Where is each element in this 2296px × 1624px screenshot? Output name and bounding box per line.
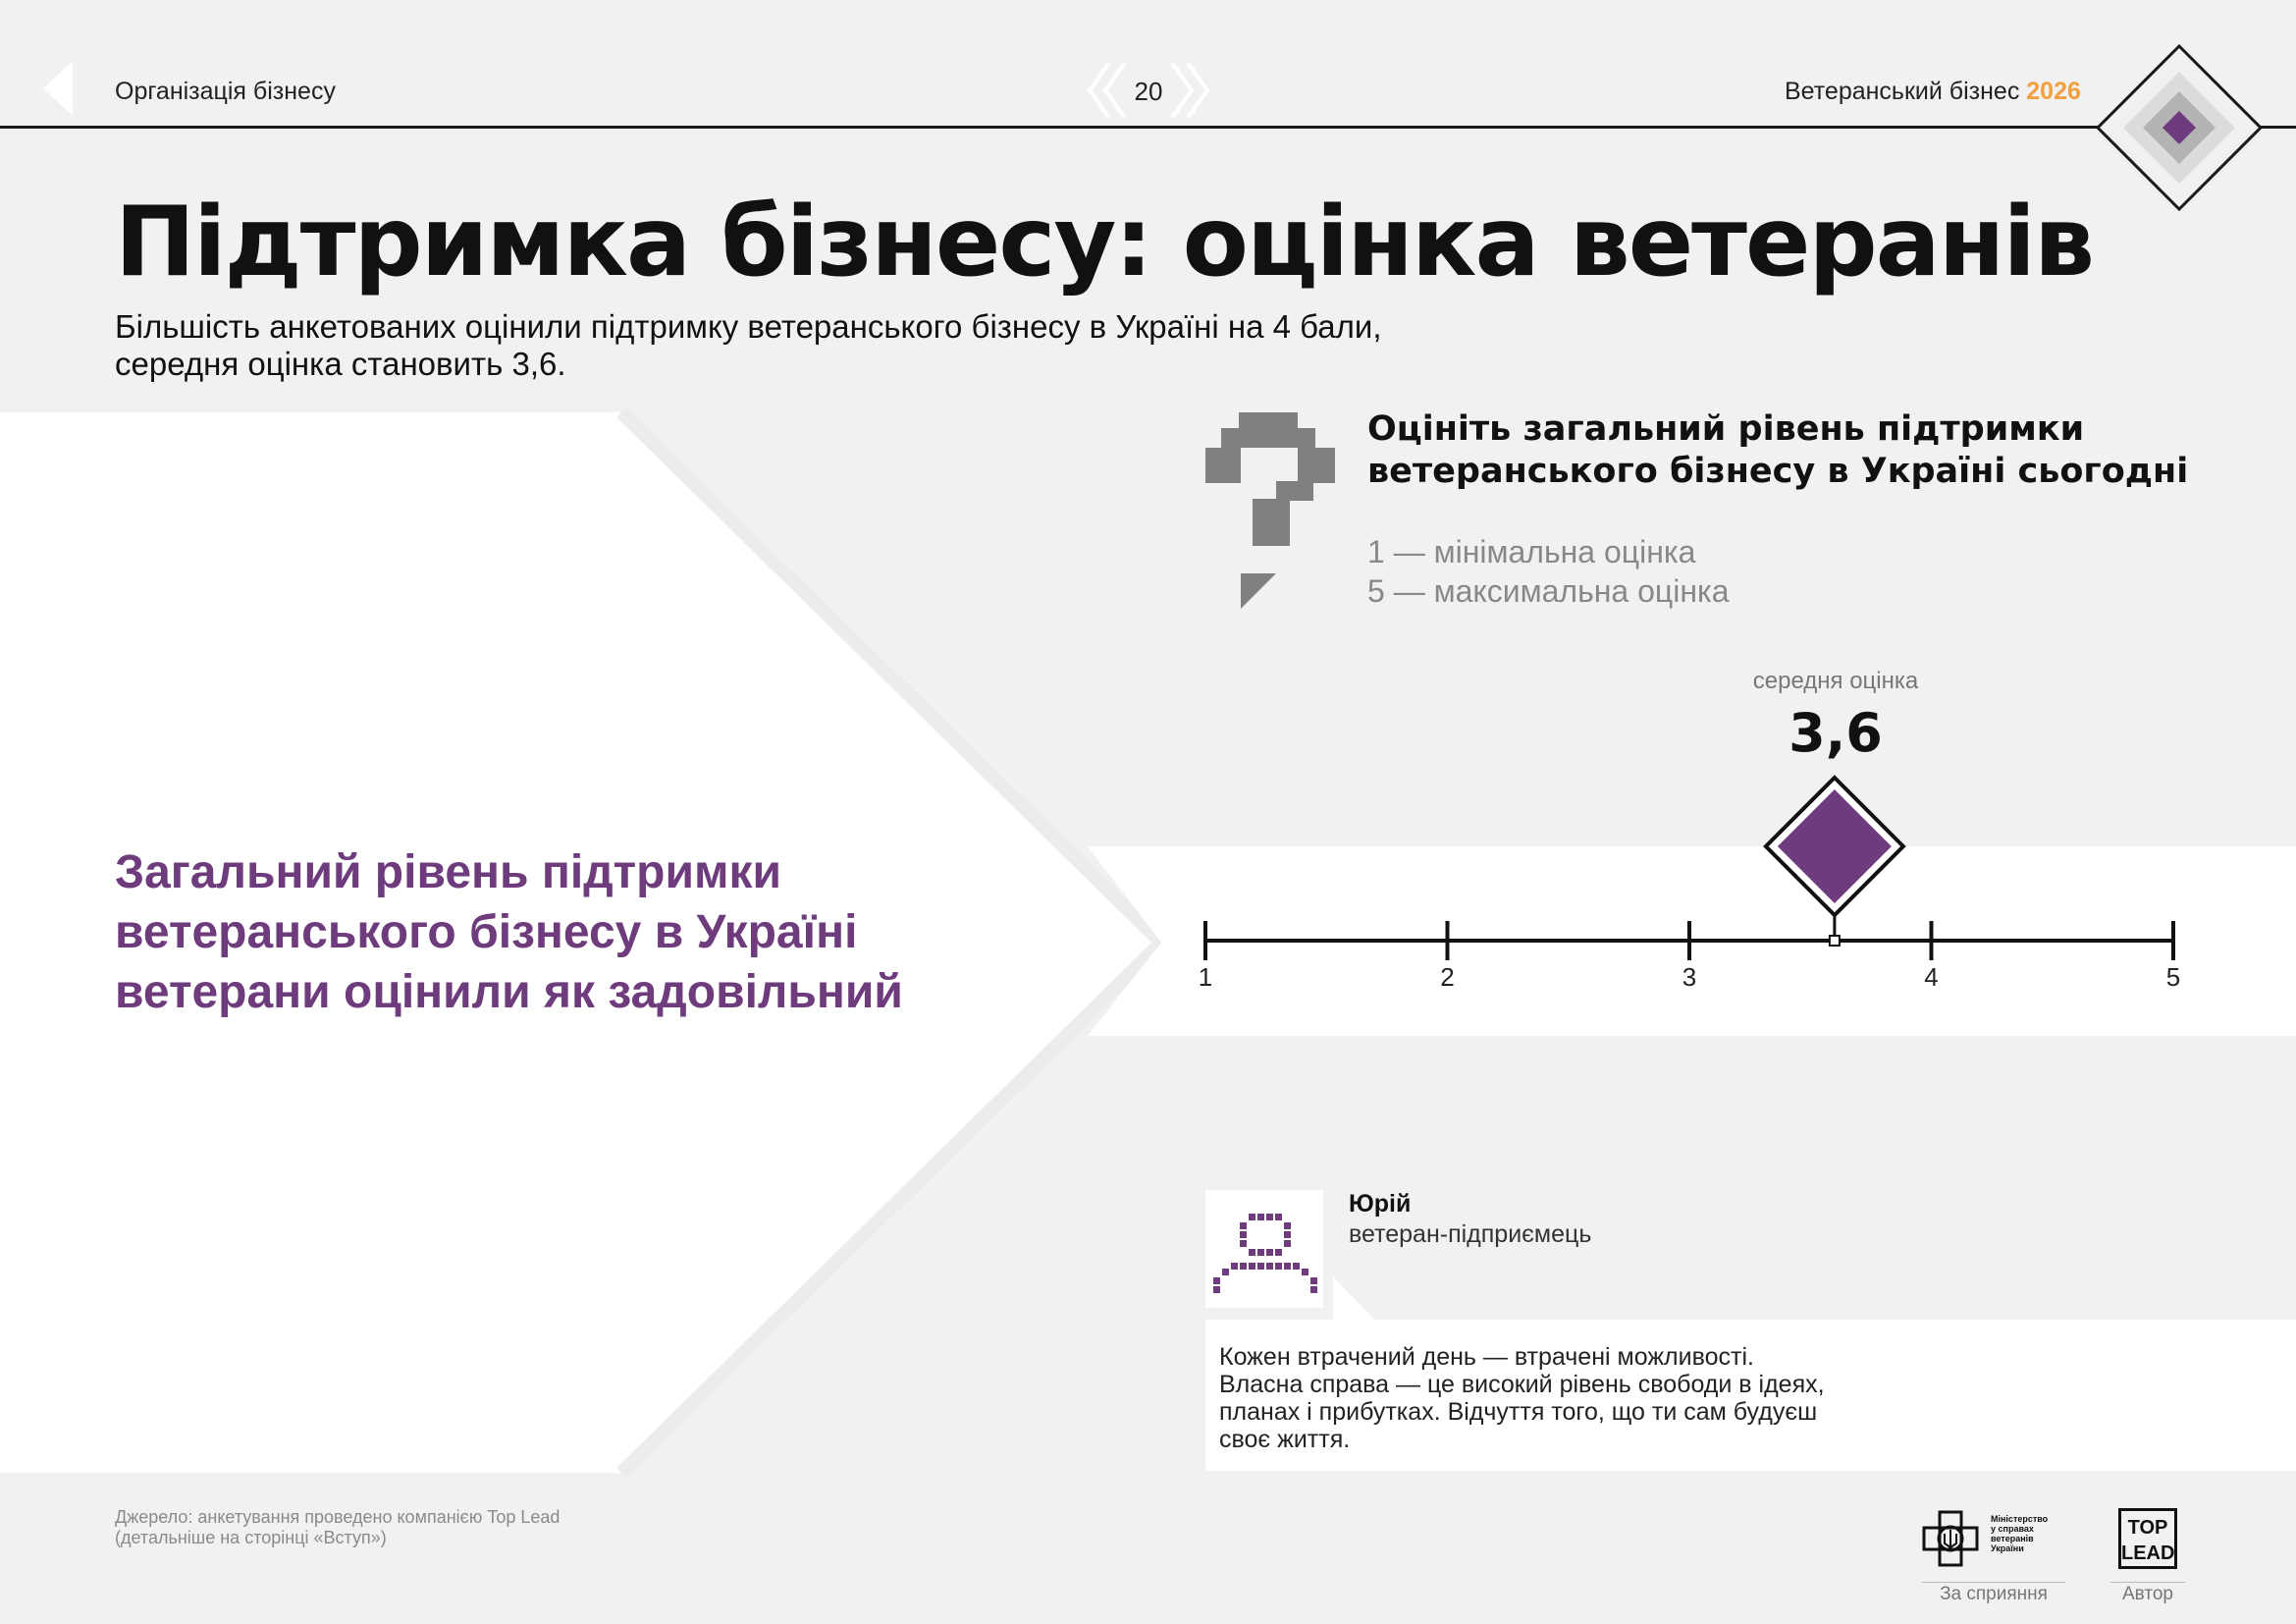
question-line: ветеранського бізнесу в Україні сьогодні bbox=[1367, 452, 2189, 491]
header-divider bbox=[0, 126, 2296, 129]
average-point bbox=[1830, 936, 1840, 946]
ministry-name-line: ветеранів bbox=[1991, 1534, 2034, 1543]
quote-line: Кожен втрачений день — втрачені можливості. bbox=[1219, 1343, 1754, 1371]
question-mark-icon bbox=[1205, 412, 1335, 609]
subtitle-line: Більшість анкетованих оцінили підтримку ветеранського бізнесу в Україні на 4 бали, bbox=[115, 308, 1382, 345]
source-note bbox=[115, 1507, 802, 1548]
ministry-name-line: у справах bbox=[1991, 1524, 2034, 1534]
quote-text bbox=[1219, 1343, 1906, 1453]
subtitle-line: середня оцінка становить 3,6. bbox=[115, 346, 566, 382]
key-finding-line: ветеранського бізнесу в Україні bbox=[115, 906, 858, 958]
scale-legend bbox=[1367, 532, 1730, 611]
toplead-logo-line: TOP bbox=[2127, 1517, 2168, 1539]
source-line: (детальніше на сторінці «Вступ») bbox=[115, 1528, 387, 1547]
footer-divider bbox=[1922, 1582, 2065, 1583]
scale-tick-label: 3 bbox=[1682, 962, 1697, 992]
toplead-caption: Автор bbox=[2122, 1584, 2173, 1604]
report-year: 2026 bbox=[2026, 78, 2081, 105]
page-subtitle bbox=[115, 308, 1587, 383]
page-title: Підтримка бізнесу: оцінка ветеранів bbox=[115, 187, 2094, 298]
average-value: 3,6 bbox=[1789, 702, 1883, 764]
ministry-emblem-icon bbox=[1922, 1510, 1979, 1567]
report-name: Ветеранський бізнес bbox=[1785, 78, 2020, 105]
scale-min-label: 1 — мінімальна оцінка bbox=[1367, 534, 1696, 569]
quote-line: Власна справа — це високий рівень свободи в ідеях, bbox=[1219, 1371, 1825, 1398]
key-finding-line: ветерани оцінили як задовільний bbox=[115, 966, 903, 1018]
scale-tick-label: 1 bbox=[1198, 962, 1213, 992]
ministry-name-line: Міністерство bbox=[1991, 1514, 2049, 1524]
toplead-logo-line: LEAD bbox=[2121, 1543, 2175, 1564]
quote-author-name: Юрій bbox=[1349, 1190, 1412, 1218]
back-arrow-icon[interactable] bbox=[39, 59, 75, 118]
ministry-name-line: України bbox=[1991, 1543, 2024, 1553]
section-name: Організація бізнесу bbox=[115, 78, 336, 105]
ministry-name bbox=[1991, 1514, 2079, 1553]
quote-line: своє життя. bbox=[1219, 1426, 1351, 1453]
toplead-logo bbox=[2118, 1508, 2177, 1569]
question-text bbox=[1367, 408, 2231, 493]
diamond-logo-icon bbox=[2096, 44, 2263, 211]
scale-max-label: 5 — максимальна оцінка bbox=[1367, 573, 1730, 609]
page-number: 20 bbox=[1134, 77, 1163, 106]
scale-tick-label: 5 bbox=[2165, 962, 2181, 992]
source-line: Джерело: анкетування проведено компанією Top Lead bbox=[115, 1507, 561, 1527]
question-line: Оцініть загальний рівень підтримки bbox=[1367, 409, 2085, 449]
key-finding-line: Загальний рівень підтримки bbox=[115, 846, 782, 898]
quote-author-role: ветеран-підприємець bbox=[1349, 1220, 1592, 1248]
key-finding bbox=[115, 842, 998, 1022]
average-label: середня оцінка bbox=[1752, 668, 1919, 694]
quote-line: планах і прибутках. Відчуття того, що ти сам будуєш bbox=[1219, 1398, 1818, 1426]
scale-tick-label: 2 bbox=[1440, 962, 1455, 992]
average-marker bbox=[1778, 789, 1892, 903]
report-title bbox=[1785, 78, 2081, 106]
footer-divider bbox=[2110, 1582, 2185, 1583]
scale-tick-label: 4 bbox=[1924, 962, 1939, 992]
ministry-caption: За сприяння bbox=[1940, 1584, 2048, 1604]
